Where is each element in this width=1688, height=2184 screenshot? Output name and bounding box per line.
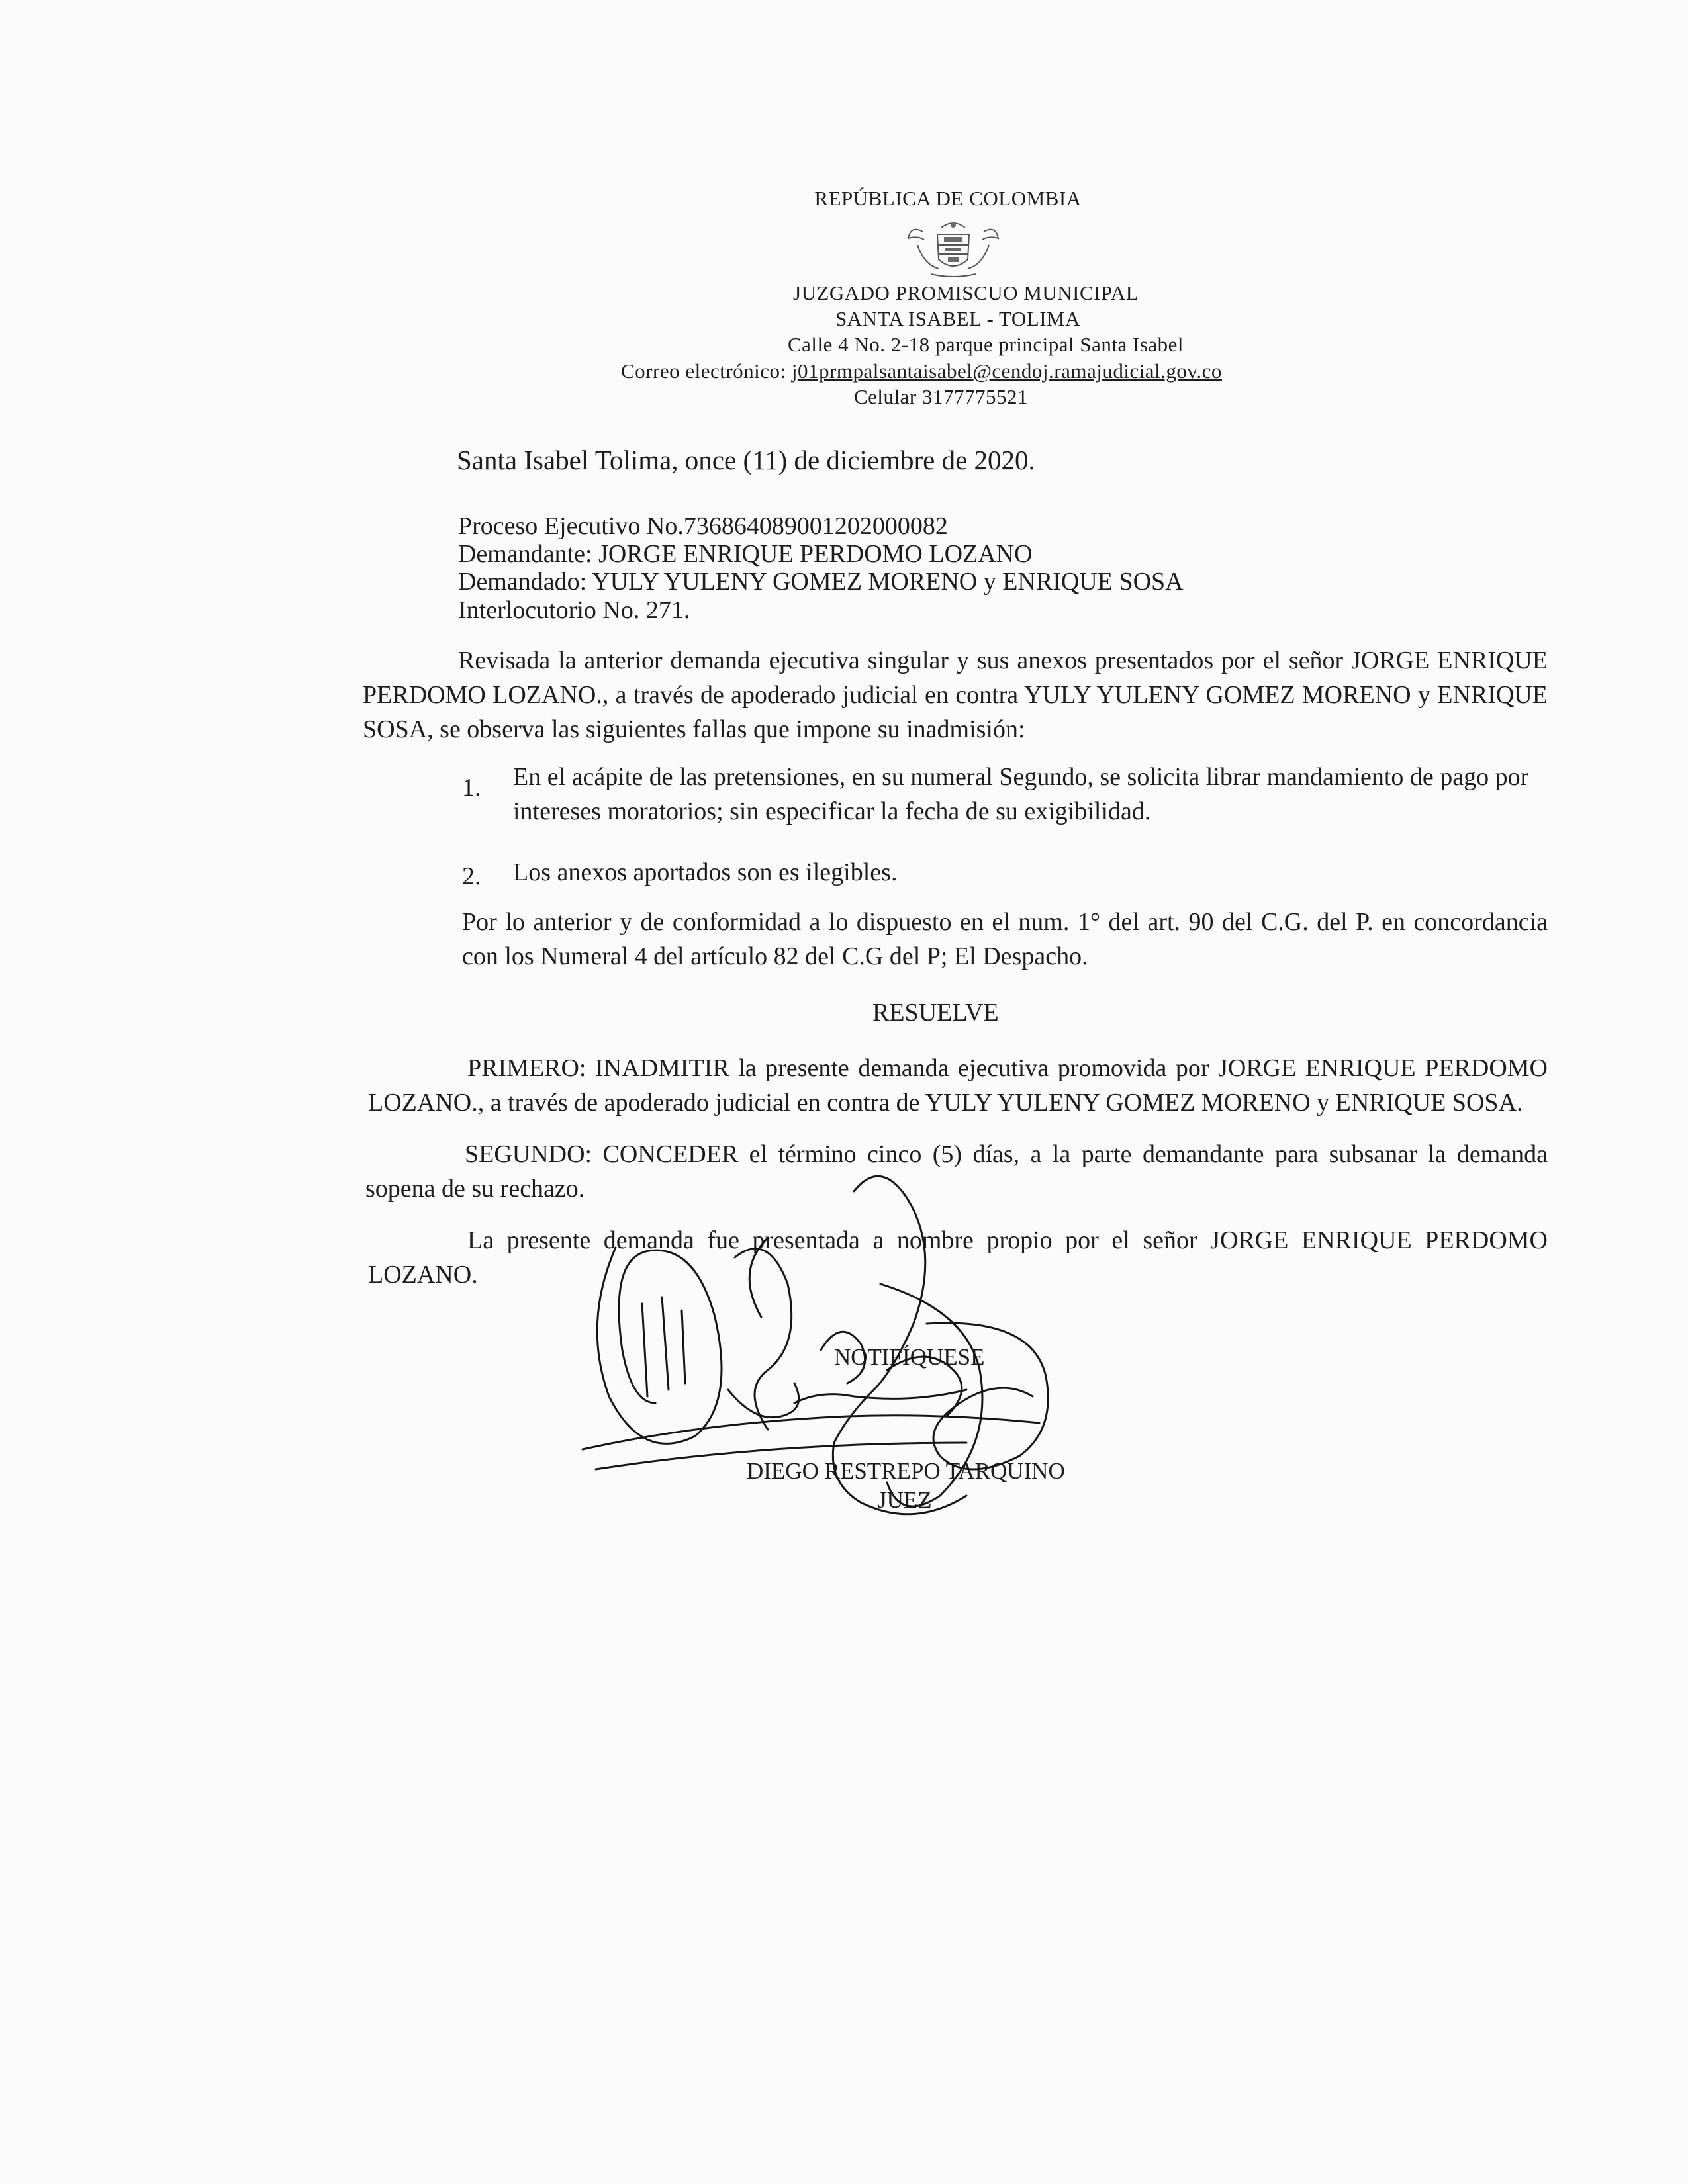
email-label: Correo electrónico: <box>621 359 792 383</box>
item-text-1: En el acápite de las pretensiones, en su numeral Segundo, se solicita librar mandamiento de pago por intereses moratorios; sin especificar la fecha de su exigibilidad. <box>513 763 1529 825</box>
court-name: JUZGADO PROMISCUO MUNICIPAL <box>793 281 1139 304</box>
first-resolution: PRIMERO: INADMITIR la presente demanda ejecutiva promovida por JORGE ENRIQUE PERDOMO LOZANO., a través de apoderado judicial en contra de YULY YULENY GOMEZ MORENO y ENRIQUE SOSA. <box>368 1054 1548 1116</box>
email-line <box>621 359 1222 383</box>
item-number-1: 1. <box>462 774 481 801</box>
notify-heading: NOTIFÍQUESE <box>834 1344 985 1370</box>
handwritten-signature <box>569 1152 1152 1549</box>
email-link[interactable]: j01prmpalsantaisabel@cendoj.ramajudicial.gov.co <box>791 359 1222 383</box>
third-paragraph: La presente demanda fue presentada a nombre propio por el señor JORGE ENRIQUE PERDOMO LOZANO. <box>368 1226 1548 1289</box>
date-line: Santa Isabel Tolima, once (11) de diciembre de 2020. <box>457 445 1035 475</box>
case-plaintiff: Demandante: JORGE ENRIQUE PERDOMO LOZANO <box>458 540 1033 568</box>
item-number-2: 2. <box>462 862 481 890</box>
country-heading: REPÚBLICA DE COLOMBIA <box>814 187 1082 210</box>
basis-paragraph: Por lo anterior y de conformidad a lo dispuesto en el num. 1° del art. 90 del C.G. del P. en concordancia con los Numeral 4 del artículo 82 del C.G del P; El Despacho. <box>462 908 1548 970</box>
judge-title: JUEZ <box>878 1487 932 1513</box>
resolve-title: RESUELVE <box>872 999 999 1026</box>
case-interlocutory: Interlocutorio No. 271. <box>458 596 690 624</box>
coat-of-arms-seal <box>904 218 1002 279</box>
court-city: SANTA ISABEL - TOLIMA <box>835 307 1080 330</box>
judge-name: DIEGO RESTREPO TARQUINO <box>747 1458 1065 1484</box>
court-phone: Celular 3177775521 <box>854 385 1028 408</box>
case-process-number: Proceso Ejecutivo No.73686408900120200008​2 <box>458 512 948 540</box>
court-address: Calle 4 No. 2-18 parque principal Santa Isabel <box>788 333 1184 356</box>
item-text-2: Los anexos aportados son es ilegibles. <box>513 858 898 886</box>
case-defendant: Demandado: YULY YULENY GOMEZ MORENO y ENRIQUE SOSA <box>458 568 1184 596</box>
second-resolution: SEGUNDO: CONCEDER el término cinco (5) días, a la parte demandante para subsanar la demanda sopena de su rechazo. <box>365 1140 1548 1203</box>
intro-paragraph: Revisada la anterior demanda ejecutiva singular y sus anexos presentados por el señor JORGE ENRIQUE PERDOMO LOZANO., a través de apoderado judicial en contra YULY YULENY GOMEZ MORENO y ENRIQUE SOSA, se observa las siguientes fallas que impone su inadmisión: <box>363 647 1548 743</box>
